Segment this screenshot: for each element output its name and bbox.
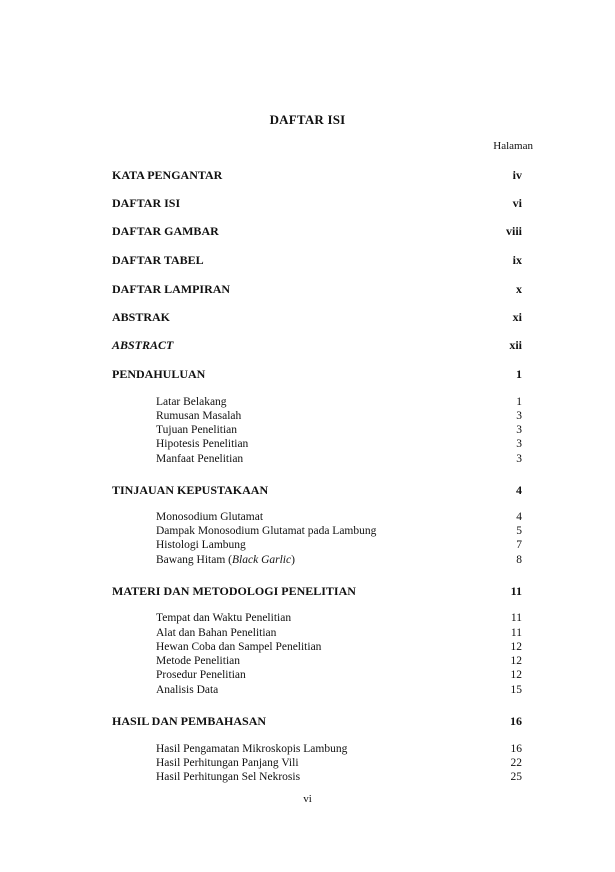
- toc-subentry: [0, 684, 615, 700]
- toc-entry-label: DAFTAR LAMPIRAN: [112, 282, 231, 296]
- toc-entry-label-suffix: ): [291, 554, 295, 566]
- toc-entry-page: 4: [516, 511, 522, 523]
- toc-entry-label: Dampak Monosodium Glutamat pada Lambung: [156, 525, 377, 537]
- toc-chapter: [0, 714, 615, 730]
- toc-entry-page: viii: [505, 224, 522, 238]
- toc-entry-label: [156, 554, 295, 566]
- toc-subentry: [0, 771, 615, 787]
- page-column-header: Halaman: [493, 140, 533, 152]
- toc-entry-page: 11: [510, 627, 522, 639]
- toc-entry-label: DAFTAR GAMBAR: [112, 224, 219, 238]
- toc-entry-page: 11: [510, 612, 522, 624]
- toc-entry-page: x: [516, 282, 522, 296]
- toc-entry-page: 11: [510, 584, 522, 598]
- toc-entry-page: iv: [512, 168, 522, 182]
- toc-entry-page: 3: [516, 438, 522, 450]
- toc-entry-label: ABSTRACT: [112, 338, 174, 352]
- toc-entry-label: Hewan Coba dan Sampel Penelitian: [156, 641, 322, 653]
- toc-entry: [0, 168, 615, 184]
- toc-entry-page: 5: [516, 525, 522, 537]
- toc-entry-page: 3: [516, 453, 522, 465]
- toc-entry-label: PENDAHULUAN: [112, 367, 206, 381]
- toc-entry-label: Hasil Pengamatan Mikroskopis Lambung: [156, 743, 348, 755]
- toc-entry-label: DAFTAR TABEL: [112, 253, 204, 267]
- toc-entry-page: 4: [516, 483, 522, 497]
- toc-chapter: [0, 584, 615, 600]
- toc-entry-label: Rumusan Masalah: [156, 410, 242, 422]
- toc-entry-page: xi: [512, 310, 522, 324]
- toc-entry-page: xii: [509, 338, 522, 352]
- toc-entry: [0, 224, 615, 240]
- toc-entry-page: 3: [516, 410, 522, 422]
- toc-entry-label: Latar Belakang: [156, 396, 227, 408]
- toc-subentry: [0, 669, 615, 685]
- toc-entry-label: Monosodium Glutamat: [156, 511, 264, 523]
- footer-page-number: vi: [303, 793, 312, 805]
- toc-entry-page: 12: [510, 655, 522, 667]
- toc-entry: [0, 310, 615, 326]
- toc-entry-label: TINJAUAN KEPUSTAKAAN: [112, 483, 269, 497]
- toc-entry-page: 1: [516, 367, 522, 381]
- toc-entry-label: Hasil Perhitungan Sel Nekrosis: [156, 771, 301, 783]
- toc-entry-page: 16: [510, 714, 522, 728]
- toc-subentry: [0, 438, 615, 454]
- toc-entry-label: ABSTRAK: [112, 310, 171, 324]
- toc-entry-page: 8: [516, 554, 522, 566]
- toc-entry-page: 15: [510, 684, 522, 696]
- page-title: DAFTAR ISI: [269, 112, 346, 127]
- toc-entry-label: Histologi Lambung: [156, 539, 246, 551]
- toc-entry-label: Hipotesis Penelitian: [156, 438, 249, 450]
- toc-entry-label: DAFTAR ISI: [112, 196, 181, 210]
- toc-entry-label: Prosedur Penelitian: [156, 669, 246, 681]
- toc-entry-page: vi: [512, 196, 522, 210]
- toc-entry-page: 12: [510, 641, 522, 653]
- toc-chapter: [0, 367, 615, 383]
- toc-entry-label: Manfaat Penelitian: [156, 453, 244, 465]
- toc-entry-page: 12: [510, 669, 522, 681]
- toc-subentry: [0, 554, 615, 570]
- toc-chapter: [0, 483, 615, 499]
- toc-entry-label: Tujuan Penelitian: [156, 424, 238, 436]
- toc-subentry: [0, 453, 615, 469]
- toc-entry-label-prefix: Bawang Hitam (: [156, 554, 233, 566]
- toc-entry-label: Metode Penelitian: [156, 655, 240, 667]
- toc-subentry: [0, 612, 615, 628]
- toc-entry-label: KATA PENGANTAR: [112, 168, 223, 182]
- toc-entry: [0, 253, 615, 269]
- toc-entry-page: ix: [512, 253, 522, 267]
- toc-entry-label-italic: Black Garlic: [232, 554, 292, 566]
- toc-entry: [0, 196, 615, 212]
- toc-entry: [0, 282, 615, 298]
- toc-entry-page: 22: [510, 757, 522, 769]
- toc-entry-page: 25: [510, 771, 522, 783]
- toc-entry-label: Tempat dan Waktu Penelitian: [156, 612, 292, 624]
- toc-entry-page: 1: [516, 396, 522, 408]
- toc-entry-label: Hasil Perhitungan Panjang Vili: [156, 757, 299, 769]
- toc-entry-label: Alat dan Bahan Penelitian: [156, 627, 277, 639]
- toc-entry-label: HASIL DAN PEMBAHASAN: [112, 714, 267, 728]
- toc-entry-page: 16: [510, 743, 522, 755]
- toc-entry-label: Analisis Data: [156, 684, 219, 696]
- toc-entry-page: 3: [516, 424, 522, 436]
- toc-entry-label: MATERI DAN METODOLOGI PENELITIAN: [112, 584, 356, 598]
- toc-entry: [0, 338, 615, 354]
- toc-entry-page: 7: [516, 539, 522, 551]
- toc-subentry: [0, 539, 615, 555]
